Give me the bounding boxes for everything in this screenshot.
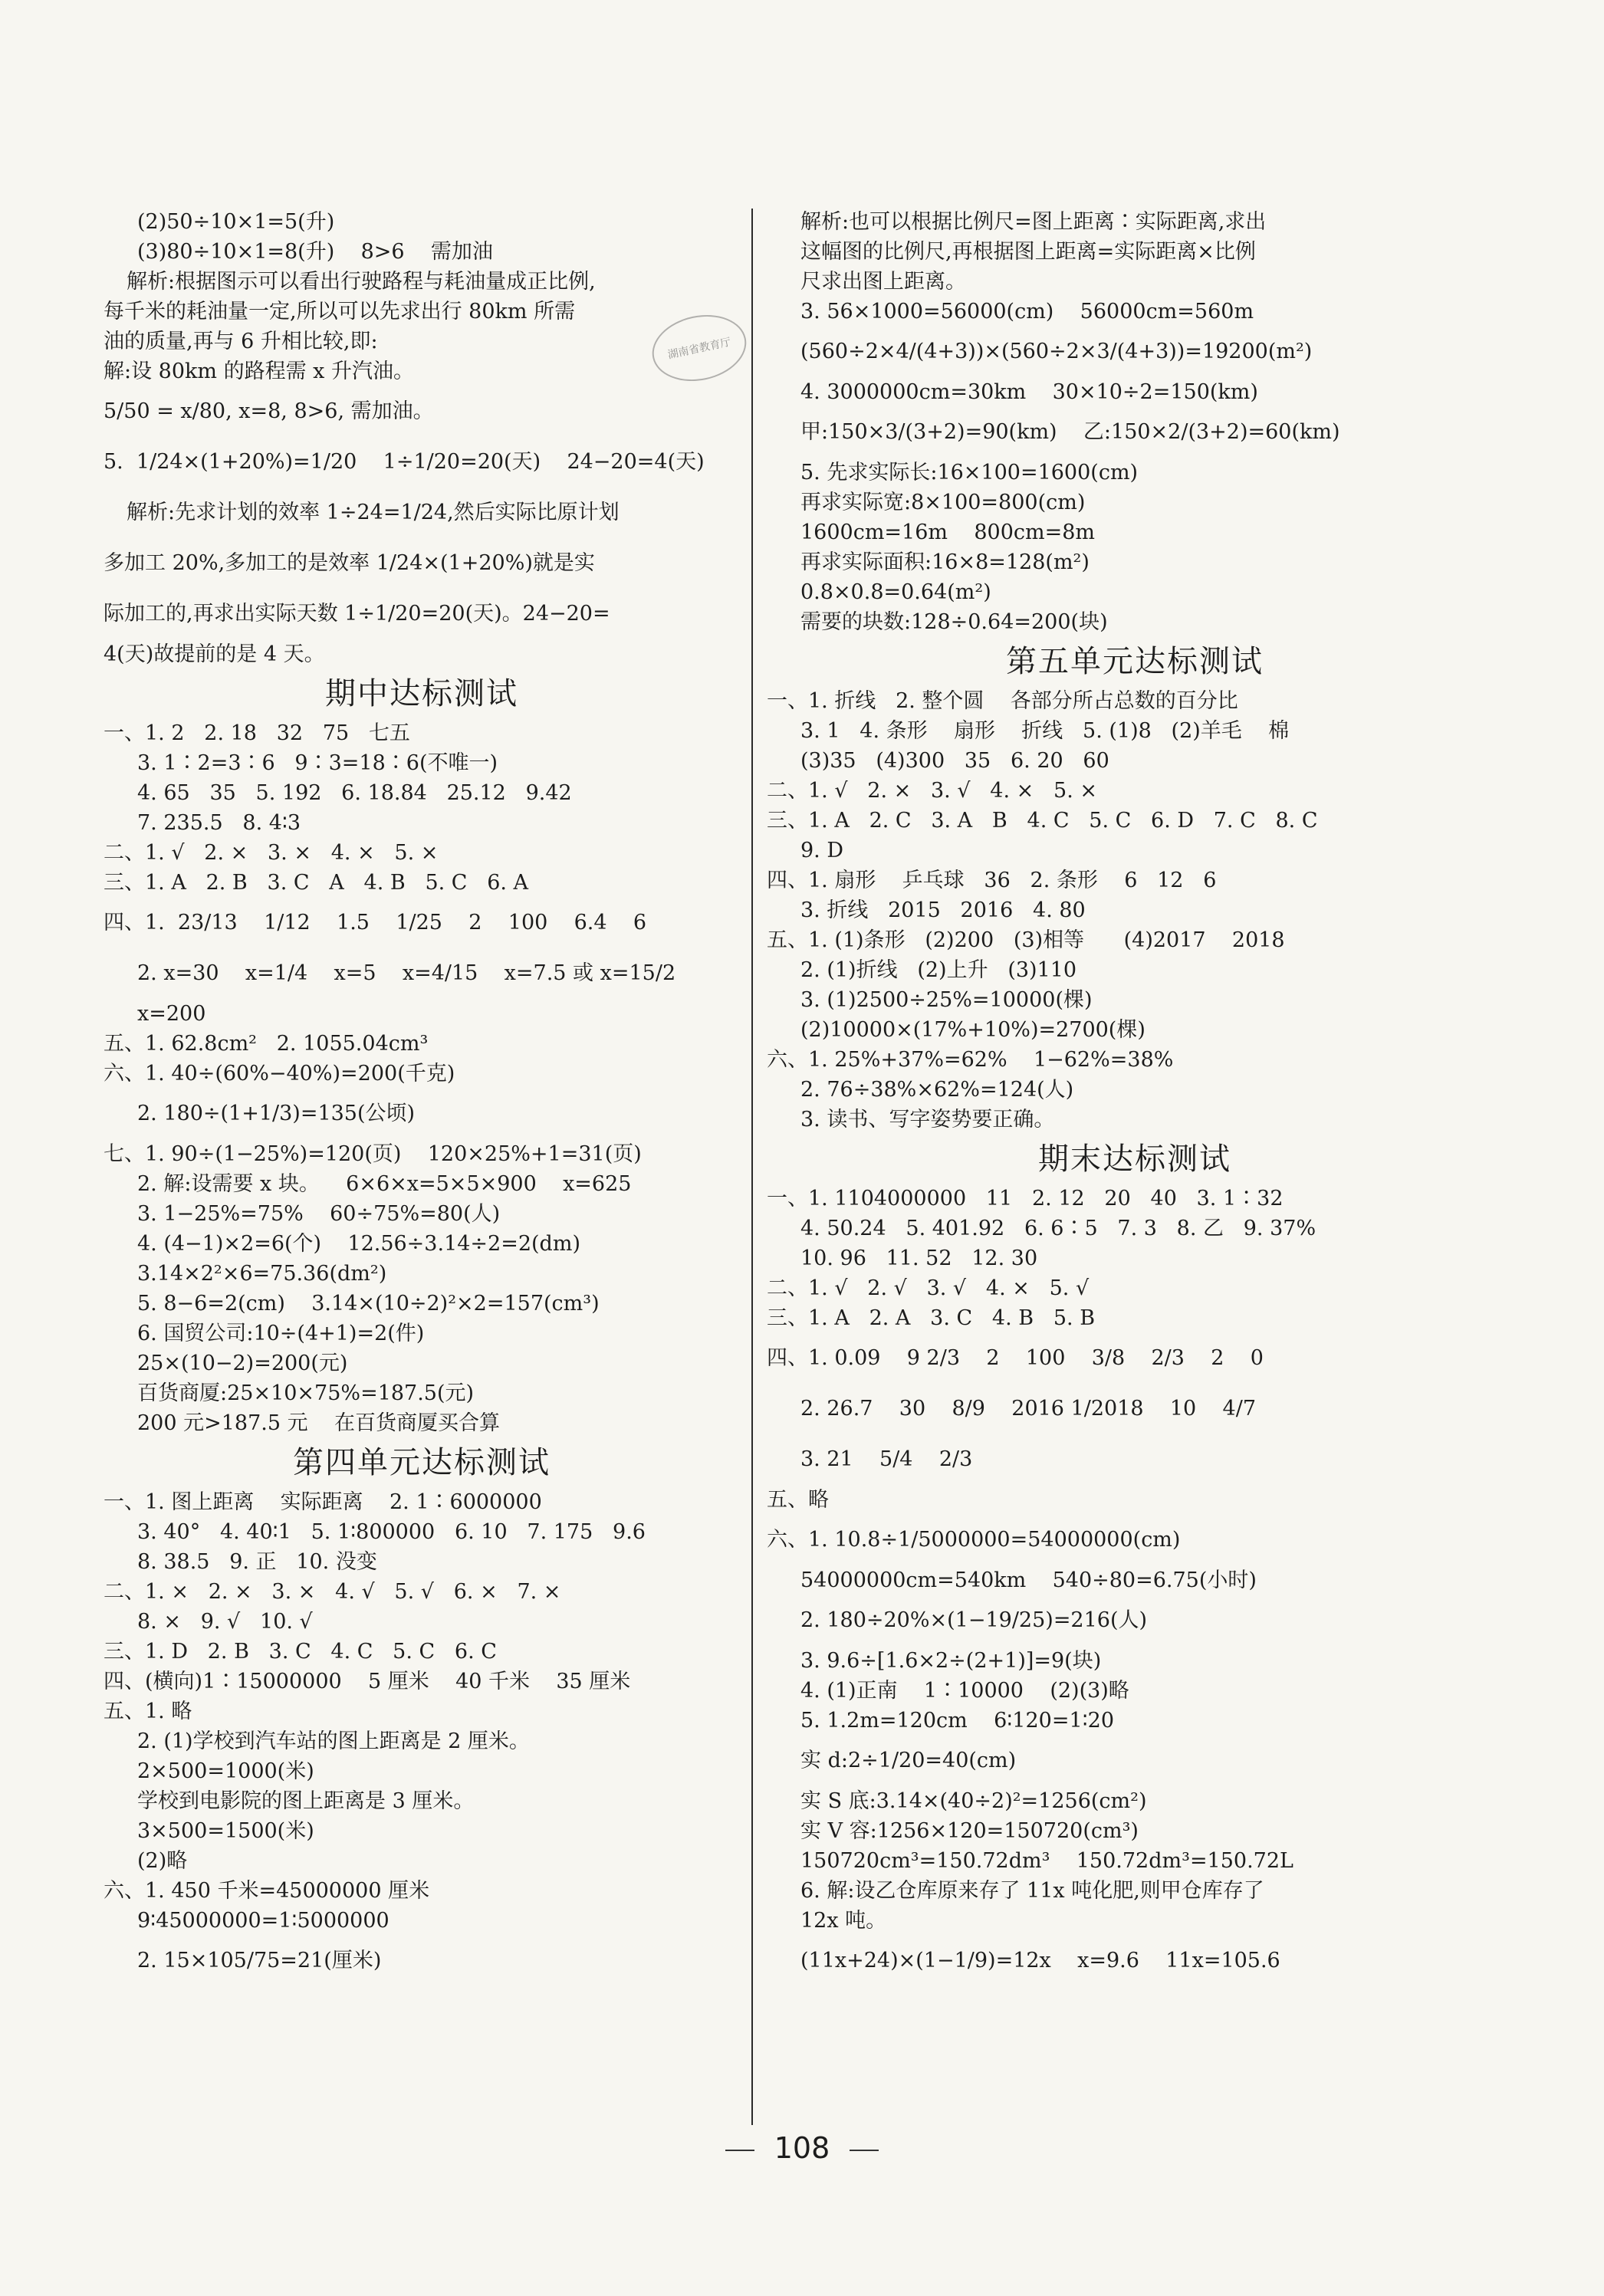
answer-line: 2. x=30 x=1/4 x=5 x=4/15 x=7.5 或 x=15/2 [137,961,676,985]
answer-line: 8. 38.5 9. 正 10. 没变 [137,1550,377,1574]
analysis-line: 解析:也可以根据比例尺=图上距离∶实际距离,求出 [800,210,1267,234]
answer-line: 需要的块数:128÷0.64=200(块) [800,610,1108,634]
answer-line: 三、1. A 2. B 3. C A 4. B 5. C 6. A [104,871,529,895]
answer-line: 150720cm³=150.72dm³ 150.72dm³=150.72L [800,1849,1293,1873]
answer-line: 实 d:2÷1/20=40(cm) [800,1749,1017,1772]
answer-line: 6. 国贸公司:10÷(4+1)=2(件) [137,1322,425,1345]
answer-line: 5. 1/24×(1+20%)=1/20 1÷1/20=20(天) 24−20=4(天) [104,450,705,474]
answer-line: 五、1. 62.8cm² 2. 1055.04cm³ [104,1032,429,1056]
answer-line: (3)35 (4)300 35 6. 20 60 [800,749,1109,773]
answer-line: 二、1. × 2. × 3. × 4. √ 5. √ 6. × 7. × [104,1580,561,1604]
analysis-line: 多加工 20%,多加工的是效率 1/24×(1+20%)就是实 [104,551,595,575]
answer-line: 五、1. (1)条形 (2)200 (3)相等 (4)2017 2018 [767,928,1285,952]
answer-line: 五、略 [767,1488,829,1512]
page-footer [0,2131,1604,2165]
answer-line: 再求实际宽:8×100=800(cm) [800,491,1086,514]
answer-line: 12x 吨。 [800,1909,887,1933]
answer-line: 四、1. 扇形 乒乓球 36 2. 条形 6 12 6 [767,869,1217,892]
answer-line: (560÷2×4/(4+3))×(560÷2×3/(4+3))=19200(m²) [800,340,1313,363]
answer-line: 3. 折线 2015 2016 4. 80 [800,898,1086,922]
answer-line: 10. 96 11. 52 12. 30 [800,1247,1038,1270]
answer-line: 3. 读书、写字姿势要正确。 [800,1108,1055,1132]
answer-line: 54000000cm=540km 540÷80=6.75(小时) [800,1568,1257,1592]
answer-line: 二、1. √ 2. √ 3. √ 4. × 5. √ [767,1276,1090,1300]
right-column [767,207,1503,1986]
answer-line: 5. 8−6=2(cm) 3.14×(10÷2)²×2=157(cm³) [137,1292,600,1316]
answer-line: 实 V 容:1256×120=150720(cm³) [800,1819,1139,1843]
answer-line: 四、1. 0.09 9 2/3 2 100 3/8 2/3 2 0 [767,1346,1264,1370]
answer-line: (2)50÷10×1=5(升) [137,210,335,234]
answer-line: 5. 1.2m=120cm 6∶120=1∶20 [800,1709,1115,1733]
analysis-line: 这幅图的比例尺,再根据图上距离=实际距离×比例 [800,240,1256,264]
answer-line: 实 S 底:3.14×(40÷2)²=1256(cm²) [800,1789,1147,1813]
answer-line: 3.14×2²×6=75.36(dm²) [137,1262,387,1286]
answer-line: 9∶45000000=1∶5000000 [137,1909,389,1933]
page-number: 108 [774,2131,830,2165]
section-title-final: 期末达标测试 [1038,1141,1231,1177]
answer-line: 3. 9.6÷[1.6×2÷(2+1)]=9(块) [800,1649,1102,1673]
answer-line: 2. 180÷20%×(1−19/25)=216(人) [800,1608,1148,1632]
answer-line: 2. (1)折线 (2)上升 (3)110 [800,958,1077,982]
answer-line: 一、1. 图上距离 实际距离 2. 1∶6000000 [104,1490,542,1514]
answer-line: 六、1. 450 千米=45000000 厘米 [104,1879,430,1903]
answer-line: 七、1. 90÷(1−25%)=120(页) 120×25%+1=31(页) [104,1142,642,1166]
section-title-unit5: 第五单元达标测试 [1006,644,1264,679]
answer-line: 甲:150×3/(3+2)=90(km) 乙:150×2/(3+2)=60(km) [800,420,1340,444]
analysis-line: 4(天)故提前的是 4 天。 [104,642,325,666]
section-title-midterm: 期中达标测试 [325,676,518,711]
answer-line: 4. 3000000cm=30km 30×10÷2=150(km) [800,380,1258,404]
answer-line: 5. 先求实际长:16×100=1600(cm) [800,461,1139,484]
answer-line: 百货商厦:25×10×75%=187.5(元) [137,1381,475,1405]
analysis-line: 每千米的耗油量一定,所以可以先求出行 80km 所需 [104,300,576,324]
answer-line: 3. 1∶2=3∶6 9∶3=18∶6(不唯一) [137,751,498,775]
answer-line: 2×500=1000(米) [137,1759,314,1783]
answer-line: 一、1. 折线 2. 整个圆 各部分所占总数的百分比 [767,689,1238,713]
answer-line: 25×(10−2)=200(元) [137,1352,348,1375]
answer-line: 六、1. 10.8÷1/5000000=54000000(cm) [767,1528,1181,1552]
answer-line: 6. 解:设乙仓库原来存了 11x 吨化肥,则甲仓库存了 [800,1879,1264,1903]
analysis-line: 尺求出图上距离。 [800,270,966,294]
answer-line: (2)10000×(17%+10%)=2700(棵) [800,1018,1145,1042]
answer-line: 2. 76÷38%×62%=124(人) [800,1078,1074,1102]
stamp-text: 湖南省教育厅 [666,336,732,362]
answer-line: (2)略 [137,1849,188,1873]
answer-line: 3. 1 4. 条形 扇形 折线 5. (1)8 (2)羊毛 棉 [800,719,1290,743]
answer-line: 一、1. 2 2. 18 32 75 七五 [104,721,410,745]
analysis-line: 5/50 = x/80, x=8, 8>6, 需加油。 [104,399,434,423]
answer-line: (3)80÷10×1=8(升) 8>6 需加油 [137,240,493,264]
answer-line: 二、1. √ 2. × 3. √ 4. × 5. × [767,779,1097,803]
footer-dash-right [850,2150,879,2151]
answer-line: 二、1. √ 2. × 3. × 4. × 5. × [104,841,439,865]
analysis-line: 解析:先求计划的效率 1÷24=1/24,然后实际比原计划 [127,501,620,524]
answer-line: (11x+24)×(1−1/9)=12x x=9.6 11x=105.6 [800,1949,1280,1972]
column-divider [751,209,753,2125]
answer-line: 3. 40° 4. 40∶1 5. 1∶800000 6. 10 7. 175 9.6 [137,1520,646,1544]
answer-line: 2. 180÷(1+1/3)=135(公顷) [137,1102,416,1125]
answer-line: 3×500=1500(米) [137,1819,314,1843]
answer-line: 7. 235.5 8. 4∶3 [137,811,301,835]
answer-line: 三、1. A 2. A 3. C 4. B 5. B [767,1306,1096,1330]
answer-line: 4. (4−1)×2=6(个) 12.56÷3.14÷2=2(dm) [137,1232,580,1256]
analysis-line: 解析:根据图示可以看出行驶路程与耗油量成正比例, [127,270,596,294]
answer-line: 五、1. 略 [104,1700,192,1723]
section-title-unit4: 第四单元达标测试 [293,1445,551,1480]
answer-line: 0.8×0.8=0.64(m²) [800,580,991,604]
answer-line: 4. 50.24 5. 401.92 6. 6∶5 7. 3 8. 乙 9. 37% [800,1217,1316,1240]
answer-line: 3. 21 5/4 2/3 [800,1447,973,1471]
answer-line: 2. 15×105/75=21(厘米) [137,1949,382,1972]
answer-line: 8. × 9. √ 10. √ [137,1610,313,1634]
answer-line: 四、(横向)1∶15000000 5 厘米 40 千米 35 厘米 [104,1670,631,1693]
answer-line: 三、1. A 2. C 3. A B 4. C 5. C 6. D 7. C 8. C [767,809,1318,833]
analysis-line: 油的质量,再与 6 升相比较,即: [104,330,378,353]
answer-line: 2. (1)学校到汽车站的图上距离是 2 厘米。 [137,1729,530,1753]
answer-line: 四、1. 23/13 1/12 1.5 1/25 2 100 6.4 6 [104,911,647,934]
answer-line: 4. (1)正南 1∶10000 (2)(3)略 [800,1679,1129,1703]
answer-line: 2. 解:设需要 x 块。 6×6×x=5×5×900 x=625 [137,1172,632,1196]
answer-line: x=200 [137,1002,206,1026]
answer-line: 三、1. D 2. B 3. C 4. C 5. C 6. C [104,1640,497,1664]
analysis-line: 解:设 80km 的路程需 x 升汽油。 [104,360,414,383]
answer-line: 一、1. 1104000000 11 2. 12 20 40 3. 1∶32 [767,1187,1284,1210]
answer-line: 1600cm=16m 800cm=8m [800,521,1096,544]
answer-line: 3. (1)2500÷25%=10000(棵) [800,988,1093,1012]
answer-line: 3. 1−25%=75% 60÷75%=80(人) [137,1202,501,1226]
answer-line: 9. D [800,839,843,862]
answer-line: 学校到电影院的图上距离是 3 厘米。 [137,1789,475,1813]
answer-line: 4. 65 35 5. 192 6. 18.84 25.12 9.42 [137,781,572,805]
answer-line: 2. 26.7 30 8/9 2016 1/2018 10 4/7 [800,1397,1257,1421]
footer-dash-left [725,2150,754,2151]
answer-line: 再求实际面积:16×8=128(m²) [800,550,1090,574]
answer-line: 200 元>187.5 元 在百货商厦买合算 [137,1411,500,1435]
answer-line: 六、1. 25%+37%=62% 1−62%=38% [767,1048,1174,1072]
left-column [104,207,740,1986]
analysis-line: 际加工的,再求出实际天数 1÷1/20=20(天)。24−20= [104,602,610,626]
answer-line: 六、1. 40÷(60%−40%)=200(千克) [104,1062,455,1086]
answer-line: 3. 56×1000=56000(cm) 56000cm=560m [800,300,1254,324]
